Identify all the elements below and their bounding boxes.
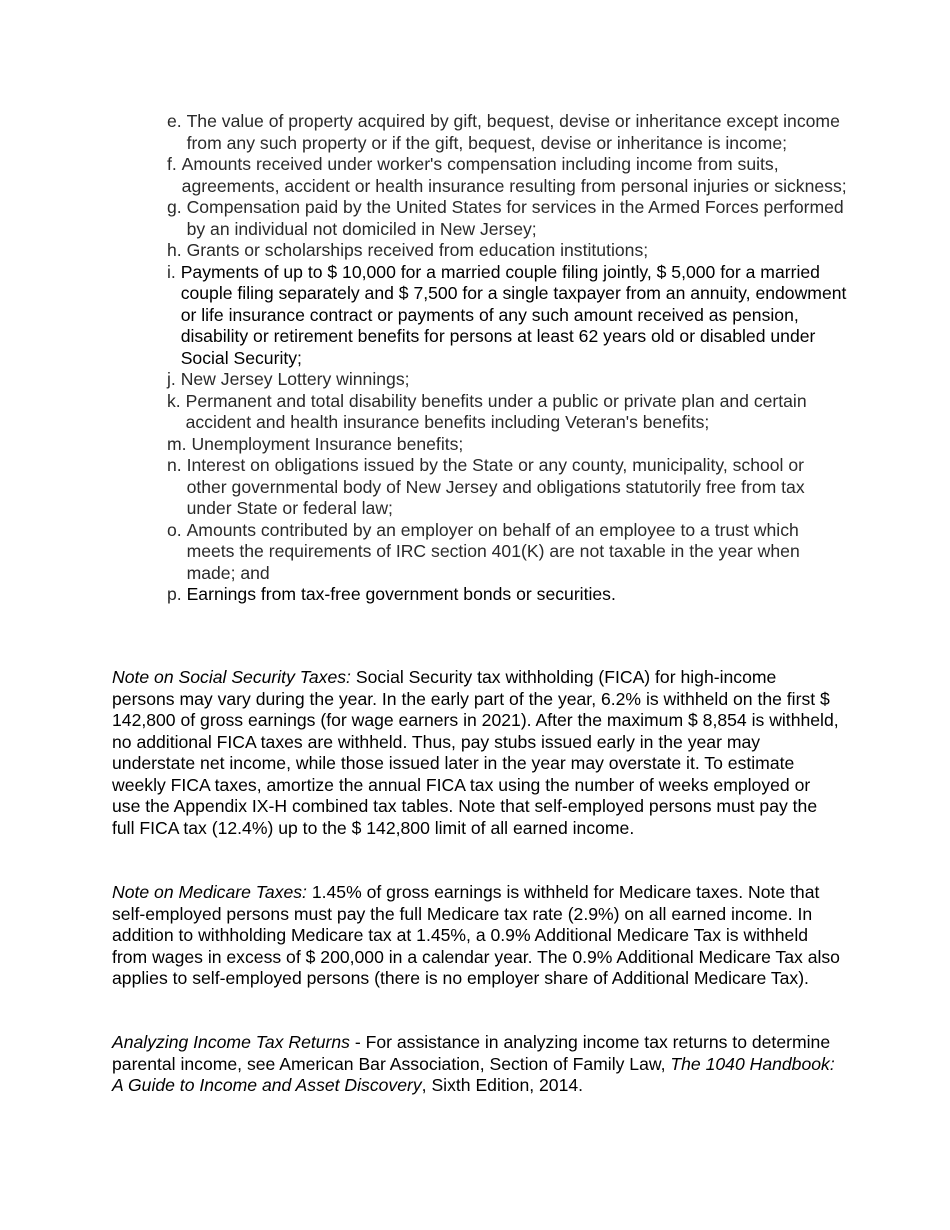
list-item bbox=[167, 455, 847, 520]
analyzing-heading: Analyzing Income Tax Returns bbox=[112, 1032, 350, 1052]
list-item bbox=[167, 391, 847, 434]
list-item-text: Unemployment Insurance benefits; bbox=[191, 433, 464, 454]
list-marker: e. bbox=[167, 111, 187, 131]
note-social-security bbox=[112, 667, 842, 839]
list-item-text: Permanent and total disability benefits under a public or private plan and certain accident and health insurance benefits including Veteran's benefits; bbox=[185, 390, 807, 432]
list-item-text: Interest on obligations issued by the State or any county, municipality, school or other governmental body of New Jersey and obligations statutorily free from tax under State or federal law; bbox=[186, 455, 805, 518]
list-item bbox=[167, 584, 847, 606]
list-item-text: Amounts contributed by an employer on behalf of an employee to a trust which meets the requirements of IRC section 401(K) are not taxable in the year when made; and bbox=[186, 519, 800, 583]
list-item-text: Earnings from tax-free government bonds or securities. bbox=[186, 584, 616, 604]
list-item bbox=[167, 240, 847, 262]
list-item bbox=[167, 111, 847, 154]
note-medicare bbox=[112, 882, 842, 990]
analyzing-income-tax-returns bbox=[112, 1032, 842, 1097]
list-marker: n. bbox=[167, 455, 187, 475]
book-title: The 1040 Handbook: A Guide to Income and Asset Discovery bbox=[112, 1053, 835, 1095]
list-item-text: Amounts received under worker's compensation including income from suits, agreements, accident or health insurance resulting from personal injuries or sickness; bbox=[181, 154, 847, 196]
note-social-security-heading: Note on Social Security Taxes: bbox=[112, 667, 351, 687]
list-item bbox=[167, 369, 847, 391]
analyzing-body: - For assistance in analyzing income tax returns to determine parental income, see American Bar Association, Section of Family Law, bbox=[112, 1032, 831, 1074]
list-item bbox=[167, 262, 847, 370]
exclusion-list bbox=[167, 111, 847, 606]
list-marker: f. bbox=[167, 154, 182, 174]
list-marker: g. bbox=[167, 197, 187, 217]
list-marker: h. bbox=[167, 240, 187, 260]
analyzing-body-end: , Sixth Edition, 2014. bbox=[421, 1075, 584, 1095]
note-social-security-body: Social Security tax withholding (FICA) for high-income persons may vary during the year. In the early part of the year, 6.2% is withheld on the first $ 142,800 of gross earnings (for wage earners in 2021). After the maximum $ 8,854 is withheld, no additional FICA taxes are withheld. Thus, pay stubs issued early in the year may understate net income, while those issued later in the year may overstate it. To estimate weekly FICA taxes, amortize the annual FICA tax using the number of weeks employed or use the Appendix IX-H combined tax tables. Note that self-employed persons must pay the full FICA tax (12.4%) up to the $ 142,800 limit of all earned income. bbox=[112, 667, 839, 838]
list-marker: p. bbox=[167, 584, 187, 604]
list-marker: k. bbox=[167, 390, 186, 411]
list-item-text: Compensation paid by the United States for services in the Armed Forces performed by an individual not domiciled in New Jersey; bbox=[186, 197, 844, 239]
note-medicare-body: 1.45% of gross earnings is withheld for Medicare taxes. Note that self-employed persons must pay the full Medicare tax rate (2.9%) on all earned income. In addition to withholding Medicare tax at 1.45%, a 0.9% Additional Medicare Tax is withheld from wages in excess of $ 200,000 in a calendar year. The 0.9% Additional Medicare Tax also applies to self-employed persons (there is no employer share of Additional Medicare Tax). bbox=[112, 882, 840, 988]
list-marker: i. bbox=[167, 261, 181, 282]
list-item-text: Payments of up to $ 10,000 for a married couple filing jointly, $ 5,000 for a married couple filing separately and $ 7,500 for a single taxpayer from an annuity, endowment or life insurance contract or payments of any such amount received as pension, disability or retirement benefits for persons at least 62 years old or disabled under Social Security; bbox=[180, 261, 847, 368]
list-item bbox=[167, 520, 847, 585]
list-item-text: The value of property acquired by gift, bequest, devise or inheritance except income from any such property or if the gift, bequest, devise or inheritance is income; bbox=[186, 111, 840, 153]
list-item bbox=[167, 154, 847, 197]
note-medicare-heading: Note on Medicare Taxes: bbox=[112, 882, 307, 902]
list-marker: j. bbox=[167, 369, 181, 389]
list-item bbox=[167, 197, 847, 240]
list-item-text: Grants or scholarships received from education institutions; bbox=[186, 240, 649, 260]
list-item-text: New Jersey Lottery winnings; bbox=[180, 369, 410, 389]
list-marker: m. bbox=[167, 433, 192, 454]
list-marker: o. bbox=[167, 519, 187, 540]
list-item bbox=[167, 434, 847, 456]
